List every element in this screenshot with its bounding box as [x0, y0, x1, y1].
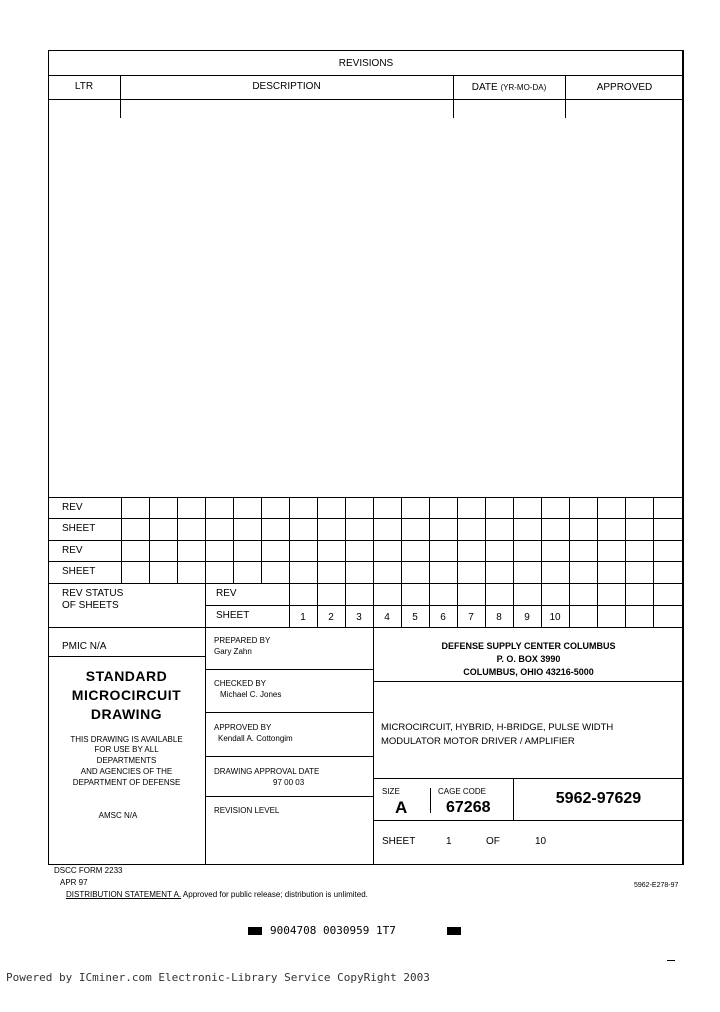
size-label: SIZE — [382, 787, 400, 796]
distribution-text: Approved for public release; distribution is unlimited. — [182, 890, 368, 899]
cage-code-label: CAGE CODE — [438, 787, 487, 796]
availability-line: THIS DRAWING IS AVAILABLE — [70, 735, 183, 744]
grid-line — [289, 497, 290, 627]
pmic-label: PMIC N/A — [62, 641, 107, 652]
sheet-number: 8 — [496, 612, 502, 623]
sheet-number: 7 — [468, 612, 474, 623]
checked-by-label: CHECKED BY — [214, 679, 267, 688]
grid-line — [261, 497, 262, 583]
grid-line — [345, 497, 346, 627]
grid-row-label: SHEET — [62, 523, 96, 534]
scan-mark — [667, 960, 675, 961]
approval-date-label: DRAWING APPROVAL DATE — [214, 767, 320, 776]
grid-line — [177, 497, 178, 583]
divider — [48, 561, 684, 562]
grid-line — [513, 497, 514, 627]
rev-status-label-line1: REV STATUS — [62, 588, 124, 599]
column-header-ltr: LTR — [74, 81, 94, 92]
sheet-number: 4 — [384, 612, 390, 623]
grid-line — [205, 497, 206, 627]
revision-level-label: REVISION LEVEL — [214, 806, 280, 815]
rev-status-label-line2: OF SHEETS — [62, 600, 119, 611]
column-header-approved: APPROVED — [596, 82, 653, 93]
rev-status-sheet-label: SHEET — [216, 610, 250, 621]
date-label: DATE — [471, 82, 498, 93]
grid-row-label: REV — [62, 502, 83, 513]
sheet-number: 9 — [524, 612, 530, 623]
sheet-number: 6 — [440, 612, 446, 623]
grid-row-label: SHEET — [62, 566, 96, 577]
total-sheets-value: 10 — [535, 836, 547, 847]
divider — [205, 796, 373, 797]
grid-line — [485, 497, 486, 627]
revisions-title: REVISIONS — [338, 58, 394, 69]
grid-line — [233, 497, 234, 583]
column-divider — [205, 627, 206, 865]
divider — [373, 778, 684, 779]
rev-status-rev-label: REV — [216, 588, 237, 599]
drawing-description-line2: MODULATOR MOTOR DRIVER / AMPLIFIER — [381, 736, 575, 747]
grid-line — [653, 497, 654, 627]
sheet-number: 5 — [412, 612, 418, 623]
availability-line: FOR USE BY ALL — [94, 745, 159, 754]
form-number: DSCC FORM 2233 — [54, 866, 123, 875]
agency-name: DEFENSE SUPPLY CENTER COLUMBUS — [441, 641, 616, 651]
sheet-number: 1 — [300, 612, 306, 623]
column-divider — [430, 788, 431, 813]
distribution-label: DISTRIBUTION STATEMENT A. — [66, 890, 182, 899]
form-date: APR 97 — [60, 878, 88, 887]
barcode-marker-right — [447, 927, 461, 935]
standard-title-line2: MICROCIRCUIT — [71, 687, 182, 703]
divider — [373, 681, 684, 682]
grid-line — [541, 497, 542, 627]
grid-line — [373, 497, 374, 627]
divider — [48, 583, 684, 584]
divider — [205, 669, 373, 670]
column-header-date — [453, 83, 565, 93]
approved-by-value: Kendall A. Cottongim — [218, 734, 293, 743]
checked-by-value: Michael C. Jones — [220, 690, 282, 699]
divider — [48, 518, 684, 519]
divider — [48, 656, 205, 657]
grid-line — [569, 497, 570, 627]
divider — [48, 497, 684, 498]
approval-date-value: 97 00 03 — [273, 778, 305, 787]
sheet-number: 3 — [356, 612, 362, 623]
divider — [48, 540, 684, 541]
of-label: OF — [486, 836, 500, 847]
standard-title-line1: STANDARD — [85, 668, 168, 684]
column-header-description: DESCRIPTION — [252, 81, 321, 92]
grid-row-label: REV — [62, 545, 83, 556]
date-format: (YR-MO-DA) — [500, 83, 547, 92]
divider — [373, 820, 684, 821]
grid-line — [121, 497, 122, 583]
divider — [48, 627, 684, 628]
document-code: 5962-E278-97 — [634, 882, 679, 889]
sheet-label: SHEET — [382, 836, 416, 847]
agency-address: P. O. BOX 3990 — [496, 654, 561, 664]
drawing-description-line1: MICROCIRCUIT, HYBRID, H-BRIDGE, PULSE WIDTH — [381, 722, 614, 733]
revisions-body — [49, 100, 683, 496]
divider — [48, 75, 684, 76]
grid-line — [625, 497, 626, 627]
availability-line: DEPARTMENT OF DEFENSE — [72, 778, 181, 787]
grid-line — [457, 497, 458, 627]
prepared-by-label: PREPARED BY — [214, 636, 271, 645]
cage-code-value: 67268 — [446, 799, 491, 816]
approved-by-label: APPROVED BY — [214, 723, 272, 732]
divider — [205, 712, 373, 713]
grid-line — [429, 497, 430, 627]
grid-line — [317, 497, 318, 627]
grid-line — [597, 497, 598, 627]
standard-title-line3: DRAWING — [90, 706, 163, 722]
agency-city: COLUMBUS, OHIO 43216-5000 — [463, 667, 594, 677]
powered-by-footer: Powered by ICminer.com Electronic-Library Service CopyRight 2003 — [6, 971, 430, 984]
size-value: A — [395, 798, 408, 817]
barcode-marker-left — [248, 927, 262, 935]
sheet-number: 2 — [328, 612, 334, 623]
availability-line: DEPARTMENTS — [96, 756, 157, 765]
sheet-value: 1 — [446, 836, 452, 847]
grid-line — [401, 497, 402, 627]
distribution-statement — [66, 891, 368, 899]
prepared-by-value: Gary Zahn — [214, 647, 252, 656]
drawing-number: 5962-97629 — [555, 790, 642, 807]
amsc-label: AMSC N/A — [98, 811, 138, 820]
divider — [205, 605, 684, 606]
availability-line: AND AGENCIES OF THE — [80, 767, 173, 776]
divider — [205, 756, 373, 757]
grid-line — [149, 497, 150, 583]
sheet-number: 10 — [549, 612, 561, 623]
barcode-text: 9004708 0030959 1T7 — [270, 924, 396, 937]
